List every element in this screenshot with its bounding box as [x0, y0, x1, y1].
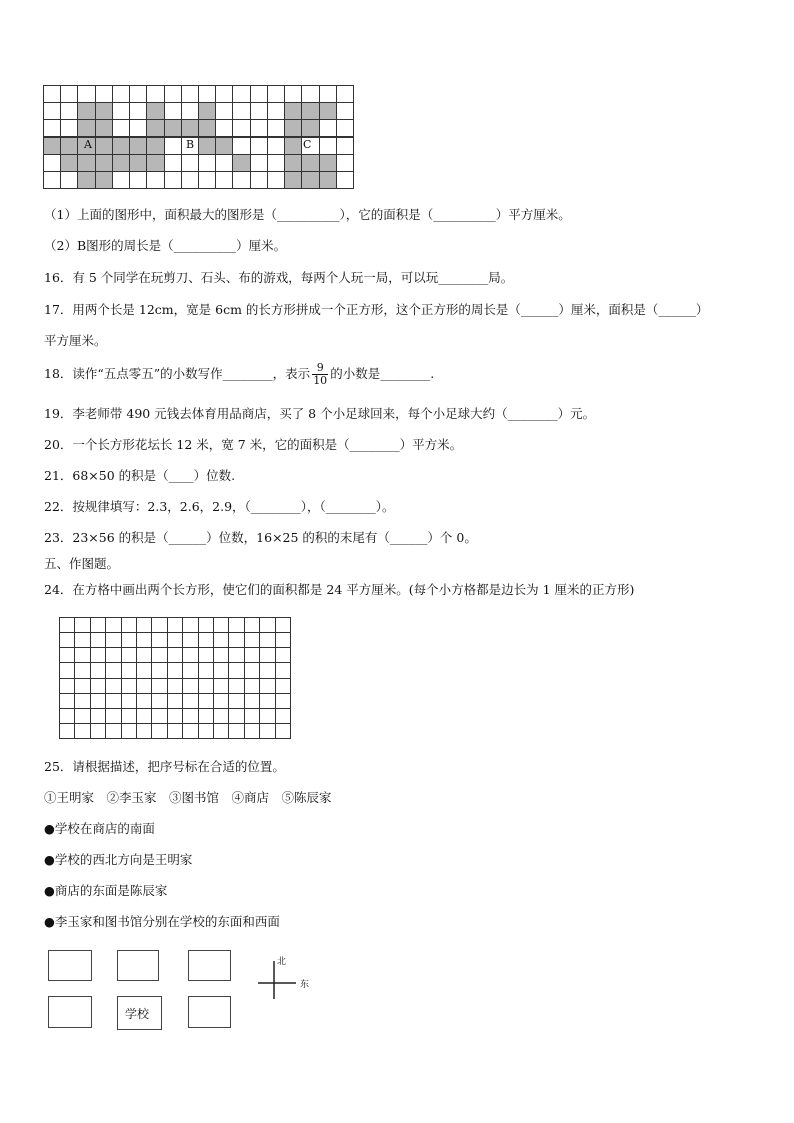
drawing-grid-cell[interactable]	[136, 632, 152, 648]
grid-cell	[250, 171, 268, 189]
shaded-grid-cell	[95, 171, 113, 189]
grid-cell	[112, 85, 130, 103]
grid-cell	[164, 171, 182, 189]
drawing-grid-cell[interactable]	[121, 708, 137, 724]
grid-cell	[129, 102, 147, 120]
drawing-grid-cell[interactable]	[90, 678, 106, 694]
drawing-grid-cell[interactable]	[198, 678, 214, 694]
shaded-grid-cell	[319, 102, 337, 120]
drawing-grid-cell[interactable]	[275, 617, 291, 633]
drawing-grid-cell[interactable]	[244, 708, 260, 724]
shaded-grid-cell	[301, 102, 319, 120]
drawing-grid-cell[interactable]	[167, 662, 183, 678]
drawing-grid-cell[interactable]	[228, 693, 244, 709]
drawing-grid-cell[interactable]	[121, 632, 137, 648]
map-box-bottom-left[interactable]	[48, 996, 92, 1028]
shaded-grid-cell	[95, 137, 113, 155]
shaded-grid-cell	[77, 171, 95, 189]
drawing-grid-cell[interactable]	[182, 693, 198, 709]
shaded-grid-cell	[181, 119, 199, 137]
shaded-grid-cell	[112, 137, 130, 155]
grid-cell	[267, 154, 285, 172]
drawing-grid-cell[interactable]	[167, 723, 183, 739]
drawing-grid-cell[interactable]	[136, 708, 152, 724]
drawing-grid-cell[interactable]	[228, 678, 244, 694]
drawing-grid-cell[interactable]	[259, 632, 275, 648]
grid-cell	[181, 102, 199, 120]
grid-cell	[112, 119, 130, 137]
grid-cell	[198, 154, 216, 172]
drawing-grid-cell[interactable]	[121, 723, 137, 739]
drawing-grid-cell[interactable]	[244, 662, 260, 678]
drawing-grid-cell[interactable]	[167, 632, 183, 648]
grid-cell	[319, 119, 337, 137]
drawing-grid-cell[interactable]	[59, 693, 75, 709]
q24: 24．在方格中画出两个长方形，使它们的面积都是 24 平方厘米。(每个小方格都是边长为 1 厘米的正方形)	[44, 582, 635, 597]
drawing-grid-cell[interactable]	[182, 723, 198, 739]
grid-cell	[129, 85, 147, 103]
drawing-grid-cell[interactable]	[259, 693, 275, 709]
shaded-grid-cell	[43, 137, 61, 155]
shaded-grid-cell	[146, 154, 164, 172]
shaded-grid-cell	[301, 154, 319, 172]
grid-cell	[319, 137, 337, 155]
grid-cell	[43, 154, 61, 172]
grid-cell	[181, 171, 199, 189]
drawing-grid-cell[interactable]	[213, 647, 229, 663]
shape-label-c: C	[303, 138, 312, 151]
drawing-grid-cell[interactable]	[151, 632, 167, 648]
grid-cell	[146, 171, 164, 189]
grid-cell	[129, 171, 147, 189]
grid-cell	[164, 154, 182, 172]
grid-cell	[43, 85, 61, 103]
q19: 19．李老师带 490 元钱去体育用品商店，买了 8 个小足球回来，每个小足球大约（________）元。	[44, 406, 596, 421]
drawing-grid-cell[interactable]	[259, 708, 275, 724]
shaded-grid-cell	[60, 137, 78, 155]
drawing-grid-cell[interactable]	[259, 647, 275, 663]
compass-east-label: 东	[300, 980, 310, 990]
grid-cell	[250, 85, 268, 103]
grid-cell	[129, 119, 147, 137]
drawing-grid-cell[interactable]	[90, 617, 106, 633]
drawing-grid-cell[interactable]	[244, 723, 260, 739]
grid-cell	[232, 85, 250, 103]
compass-north-label: 北	[277, 957, 287, 967]
drawing-grid-cell[interactable]	[105, 662, 121, 678]
shape-label-b: B	[186, 138, 195, 151]
map-box-top-right[interactable]	[188, 950, 231, 981]
drawing-grid-cell[interactable]	[74, 617, 90, 633]
shape-grid-figure	[43, 85, 353, 188]
shaded-grid-cell	[319, 154, 337, 172]
q18-after: 的小数是________.	[330, 366, 435, 381]
drawing-grid-cell[interactable]	[121, 647, 137, 663]
drawing-grid[interactable]	[59, 617, 290, 738]
q25-bullet-1: ●学校在商店的南面	[44, 821, 155, 836]
grid-cell	[112, 171, 130, 189]
q21: 21．68×50 的积是（____）位数.	[44, 468, 236, 483]
grid-cell	[215, 102, 233, 120]
drawing-grid-cell[interactable]	[244, 647, 260, 663]
drawing-grid-cell[interactable]	[167, 708, 183, 724]
drawing-grid-cell[interactable]	[228, 617, 244, 633]
drawing-grid-cell[interactable]	[198, 662, 214, 678]
map-box-bottom-right[interactable]	[188, 996, 231, 1028]
drawing-grid-cell[interactable]	[213, 617, 229, 633]
drawing-grid-cell[interactable]	[244, 617, 260, 633]
grid-cell	[164, 137, 182, 155]
drawing-grid-cell[interactable]	[59, 632, 75, 648]
drawing-grid-cell[interactable]	[275, 693, 291, 709]
shaded-grid-cell	[284, 119, 302, 137]
drawing-grid-cell[interactable]	[136, 678, 152, 694]
drawing-grid-cell[interactable]	[151, 647, 167, 663]
q18-before: 18．读作“五点零五”的小数写作________，表示	[44, 366, 311, 381]
grid-cell	[232, 137, 250, 155]
drawing-grid-cell[interactable]	[275, 662, 291, 678]
drawing-grid-cell[interactable]	[74, 708, 90, 724]
drawing-grid-cell[interactable]	[275, 723, 291, 739]
q15-part1: （1）上面的图形中，面积最大的图形是（__________），它的面积是（__________）平方厘米。	[44, 207, 571, 222]
drawing-grid-cell[interactable]	[167, 693, 183, 709]
drawing-grid-cell[interactable]	[105, 678, 121, 694]
grid-cell	[198, 171, 216, 189]
q23: 23．23×56 的积是（______）位数，16×25 的积的末尾有（______）个 0。	[44, 530, 477, 545]
shaded-grid-cell	[301, 171, 319, 189]
grid-cell	[181, 154, 199, 172]
drawing-grid-cell[interactable]	[59, 617, 75, 633]
drawing-grid-cell[interactable]	[105, 693, 121, 709]
drawing-grid-cell[interactable]	[228, 632, 244, 648]
shaded-grid-cell	[164, 119, 182, 137]
drawing-grid-cell[interactable]	[213, 708, 229, 724]
drawing-grid-cell[interactable]	[244, 678, 260, 694]
drawing-grid-cell[interactable]	[228, 662, 244, 678]
drawing-grid-cell[interactable]	[167, 617, 183, 633]
grid-cell	[43, 171, 61, 189]
grid-cell	[267, 102, 285, 120]
shaded-grid-cell	[284, 171, 302, 189]
shaded-grid-cell	[60, 154, 78, 172]
drawing-grid-cell[interactable]	[151, 693, 167, 709]
grid-cell	[284, 85, 302, 103]
map-box-top-middle[interactable]	[117, 950, 159, 981]
drawing-grid-cell[interactable]	[105, 617, 121, 633]
shaded-grid-cell	[319, 171, 337, 189]
drawing-grid-cell[interactable]	[167, 647, 183, 663]
drawing-grid-cell[interactable]	[259, 678, 275, 694]
shaded-grid-cell	[146, 102, 164, 120]
grid-cell	[112, 102, 130, 120]
grid-cell	[164, 85, 182, 103]
grid-cell	[250, 137, 268, 155]
section-heading-drawing: 五、作图题。	[44, 556, 120, 571]
drawing-grid-cell[interactable]	[136, 693, 152, 709]
grid-cell	[250, 102, 268, 120]
drawing-grid-cell[interactable]	[228, 708, 244, 724]
drawing-grid-cell[interactable]	[213, 632, 229, 648]
drawing-grid-cell[interactable]	[198, 723, 214, 739]
grid-cell	[181, 85, 199, 103]
drawing-grid-cell[interactable]	[182, 678, 198, 694]
q15-part2: （2）B图形的周长是（__________）厘米。	[44, 238, 287, 253]
drawing-grid-cell[interactable]	[74, 693, 90, 709]
shaded-grid-cell	[77, 119, 95, 137]
map-box-top-left[interactable]	[48, 950, 92, 981]
grid-cell	[336, 102, 354, 120]
drawing-grid-cell[interactable]	[74, 647, 90, 663]
shaded-grid-cell	[95, 119, 113, 137]
grid-cell	[215, 171, 233, 189]
grid-cell	[60, 171, 78, 189]
drawing-grid-cell[interactable]	[151, 723, 167, 739]
drawing-grid-cell[interactable]	[74, 678, 90, 694]
drawing-grid-cell[interactable]	[167, 678, 183, 694]
drawing-grid-cell[interactable]	[59, 647, 75, 663]
drawing-grid-cell[interactable]	[182, 632, 198, 648]
grid-cell	[198, 85, 216, 103]
drawing-grid-cell[interactable]	[213, 693, 229, 709]
drawing-grid-cell[interactable]	[259, 617, 275, 633]
grid-cell	[301, 85, 319, 103]
grid-cell	[336, 85, 354, 103]
drawing-grid-cell[interactable]	[213, 678, 229, 694]
fraction-denominator: 10	[313, 374, 328, 387]
shaded-grid-cell	[95, 154, 113, 172]
grid-cell	[215, 119, 233, 137]
drawing-grid-cell[interactable]	[151, 662, 167, 678]
grid-cell	[267, 171, 285, 189]
grid-cell	[60, 85, 78, 103]
grid-cell	[319, 85, 337, 103]
grid-cell	[60, 119, 78, 137]
drawing-grid-cell[interactable]	[244, 632, 260, 648]
drawing-grid-cell[interactable]	[228, 647, 244, 663]
drawing-grid-cell[interactable]	[90, 647, 106, 663]
grid-cell	[215, 154, 233, 172]
shaded-grid-cell	[112, 154, 130, 172]
drawing-grid-cell[interactable]	[275, 647, 291, 663]
q25-bullet-4: ●李玉家和图书馆分别在学校的东面和西面	[44, 914, 280, 929]
drawing-grid-cell[interactable]	[182, 647, 198, 663]
grid-cell	[164, 102, 182, 120]
shaded-grid-cell	[284, 102, 302, 120]
drawing-grid-cell[interactable]	[198, 647, 214, 663]
drawing-grid-cell[interactable]	[136, 662, 152, 678]
drawing-grid-cell[interactable]	[59, 708, 75, 724]
drawing-grid-cell[interactable]	[74, 723, 90, 739]
drawing-grid-cell[interactable]	[198, 693, 214, 709]
drawing-grid-cell[interactable]	[59, 723, 75, 739]
drawing-grid-cell[interactable]	[121, 678, 137, 694]
drawing-grid-cell[interactable]	[59, 662, 75, 678]
drawing-grid-cell[interactable]	[213, 662, 229, 678]
drawing-grid-cell[interactable]	[105, 632, 121, 648]
drawing-grid-cell[interactable]	[182, 708, 198, 724]
drawing-grid-cell[interactable]	[259, 723, 275, 739]
grid-cell	[232, 171, 250, 189]
q16: 16．有 5 个同学在玩剪刀、石头、布的游戏，每两个人玩一局，可以玩________局。	[44, 270, 514, 285]
q17-line2: 平方厘米。	[44, 333, 107, 348]
shaded-grid-cell	[284, 154, 302, 172]
fraction-nine-tenths	[312, 362, 328, 387]
drawing-grid-cell[interactable]	[90, 662, 106, 678]
drawing-grid-cell[interactable]	[136, 723, 152, 739]
grid-cell	[267, 137, 285, 155]
grid-cell	[336, 119, 354, 137]
drawing-grid-cell[interactable]	[275, 678, 291, 694]
drawing-grid-cell[interactable]	[244, 693, 260, 709]
drawing-grid-cell[interactable]	[74, 662, 90, 678]
drawing-grid-cell[interactable]	[198, 632, 214, 648]
drawing-grid-cell[interactable]	[90, 723, 106, 739]
grid-cell	[267, 119, 285, 137]
drawing-grid-cell[interactable]	[151, 617, 167, 633]
drawing-grid-cell[interactable]	[275, 708, 291, 724]
drawing-grid-cell[interactable]	[59, 678, 75, 694]
grid-cell	[146, 85, 164, 103]
drawing-grid-cell[interactable]	[275, 632, 291, 648]
drawing-grid-cell[interactable]	[105, 708, 121, 724]
shaded-grid-cell	[198, 119, 216, 137]
grid-cell	[250, 119, 268, 137]
shaded-grid-cell	[77, 102, 95, 120]
shaded-grid-cell	[129, 154, 147, 172]
grid-cell	[336, 137, 354, 155]
q25-options: ①王明家 ②李玉家 ③图书馆 ④商店 ⑤陈辰家	[44, 790, 332, 805]
grid-cell	[77, 85, 95, 103]
grid-cell	[215, 85, 233, 103]
shaded-grid-cell	[129, 137, 147, 155]
drawing-grid-cell[interactable]	[121, 617, 137, 633]
shaded-grid-cell	[232, 154, 250, 172]
q25-title: 25．请根据描述，把序号标在合适的位置。	[44, 759, 285, 774]
drawing-grid-cell[interactable]	[105, 647, 121, 663]
shaded-grid-cell	[198, 102, 216, 120]
grid-cell	[43, 102, 61, 120]
shape-label-a: A	[84, 138, 92, 151]
grid-cell	[232, 119, 250, 137]
drawing-grid-cell[interactable]	[182, 617, 198, 633]
shaded-grid-cell	[146, 137, 164, 155]
drawing-grid-cell[interactable]	[198, 617, 214, 633]
drawing-grid-cell[interactable]	[182, 662, 198, 678]
drawing-grid-cell[interactable]	[105, 723, 121, 739]
school-label: 学校	[125, 1007, 150, 1021]
grid-cell	[232, 102, 250, 120]
shaded-grid-cell	[146, 119, 164, 137]
drawing-grid-cell[interactable]	[151, 678, 167, 694]
grid-cell	[60, 102, 78, 120]
drawing-grid-cell[interactable]	[90, 632, 106, 648]
drawing-grid-cell[interactable]	[151, 708, 167, 724]
drawing-grid-cell[interactable]	[90, 708, 106, 724]
grid-cell	[336, 154, 354, 172]
drawing-grid-cell[interactable]	[121, 693, 137, 709]
drawing-grid-cell[interactable]	[90, 693, 106, 709]
grid-cell	[95, 85, 113, 103]
drawing-grid-cell[interactable]	[213, 723, 229, 739]
shaded-grid-cell	[215, 137, 233, 155]
grid-cell	[250, 154, 268, 172]
drawing-grid-cell[interactable]	[259, 662, 275, 678]
fraction-numerator: 9	[312, 362, 328, 375]
q18	[44, 358, 434, 390]
q17-line1: 17．用两个长是 12cm，宽是 6cm 的长方形拼成一个正方形，这个正方形的周长是（______）厘米，面积是（______）	[44, 302, 709, 317]
compass	[256, 955, 316, 1005]
grid-cell	[336, 171, 354, 189]
shaded-grid-cell	[284, 137, 302, 155]
q22: 22．按规律填写：2.3，2.6，2.9，（________），（________）。	[44, 499, 395, 514]
drawing-grid-cell[interactable]	[74, 632, 90, 648]
shaded-grid-cell	[301, 119, 319, 137]
shaded-grid-cell	[198, 137, 216, 155]
map-box-school	[117, 996, 162, 1030]
shaded-grid-cell	[77, 154, 95, 172]
drawing-grid-cell[interactable]	[121, 662, 137, 678]
q25-bullet-2: ●学校的西北方向是王明家	[44, 852, 193, 867]
q25-bullet-3: ●商店的东面是陈辰家	[44, 883, 168, 898]
drawing-grid-cell[interactable]	[228, 723, 244, 739]
q20: 20．一个长方形花坛长 12 米，宽 7 米，它的面积是（________）平方米。	[44, 437, 463, 452]
drawing-grid-cell[interactable]	[198, 708, 214, 724]
drawing-grid-cell[interactable]	[136, 647, 152, 663]
grid-cell	[43, 119, 61, 137]
grid-cell	[267, 85, 285, 103]
drawing-grid-cell[interactable]	[136, 617, 152, 633]
shaded-grid-cell	[95, 102, 113, 120]
